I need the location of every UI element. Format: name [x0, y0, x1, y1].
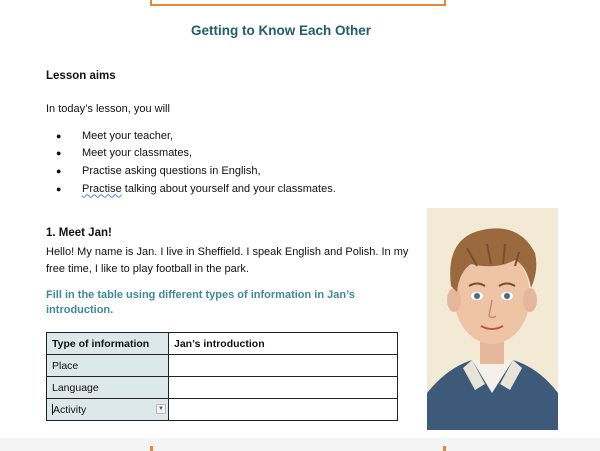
page-title: Getting to Know Each Other	[190, 23, 371, 38]
top-page-bracket	[150, 0, 446, 6]
table-cell-type-dropdown[interactable]	[47, 399, 169, 421]
table-cell-type: Place	[47, 355, 169, 377]
bullet-icon: ●	[56, 165, 62, 176]
instruction-text: Fill in the table using different types of information in Jan’s introduction.	[46, 289, 355, 316]
page-break-gap	[0, 438, 600, 451]
table-cell-input[interactable]	[169, 399, 398, 421]
bullet-icon: ●	[56, 183, 62, 194]
aims-item-text: talking about yourself and your classmates.	[121, 182, 336, 195]
aims-item	[56, 127, 336, 145]
aims-item	[56, 162, 336, 180]
aims-item-text: Practise asking questions in English,	[82, 164, 261, 177]
aims-list	[56, 127, 336, 197]
bottom-page-bracket	[150, 446, 153, 451]
table-cell-type-label: Activity	[53, 403, 87, 416]
aims-item	[56, 180, 336, 198]
aims-item	[56, 145, 336, 163]
table-header-row	[47, 333, 398, 355]
bottom-page-bracket	[443, 446, 446, 451]
table-row	[47, 399, 398, 421]
table-header-cell: Jan’s introduction	[169, 333, 398, 355]
table-header-cell: Type of information	[47, 333, 169, 355]
section-heading: 1. Meet Jan!	[46, 227, 112, 239]
aims-heading: Lesson aims	[46, 70, 116, 82]
table-row	[47, 377, 398, 399]
spellcheck-word[interactable]: Practise	[82, 182, 122, 195]
aims-intro: In today’s lesson, you will	[46, 103, 170, 115]
jan-portrait-image	[427, 208, 558, 430]
aims-item-text: Meet your teacher,	[82, 129, 174, 142]
aims-item-text: Meet your classmates,	[82, 147, 193, 160]
table-cell-input[interactable]	[169, 377, 398, 399]
info-table	[46, 332, 398, 421]
bullet-icon: ●	[56, 148, 62, 159]
table-cell-type: Language	[47, 377, 169, 399]
table-row	[47, 355, 398, 377]
bullet-icon: ●	[56, 130, 62, 141]
table-cell-input[interactable]	[169, 355, 398, 377]
intro-paragraph: Hello! My name is Jan. I live in Sheffield. I speak English and Polish. In my free time, I like to play football in the park.	[46, 246, 409, 275]
dropdown-arrow-icon[interactable]: ▼	[156, 404, 166, 414]
